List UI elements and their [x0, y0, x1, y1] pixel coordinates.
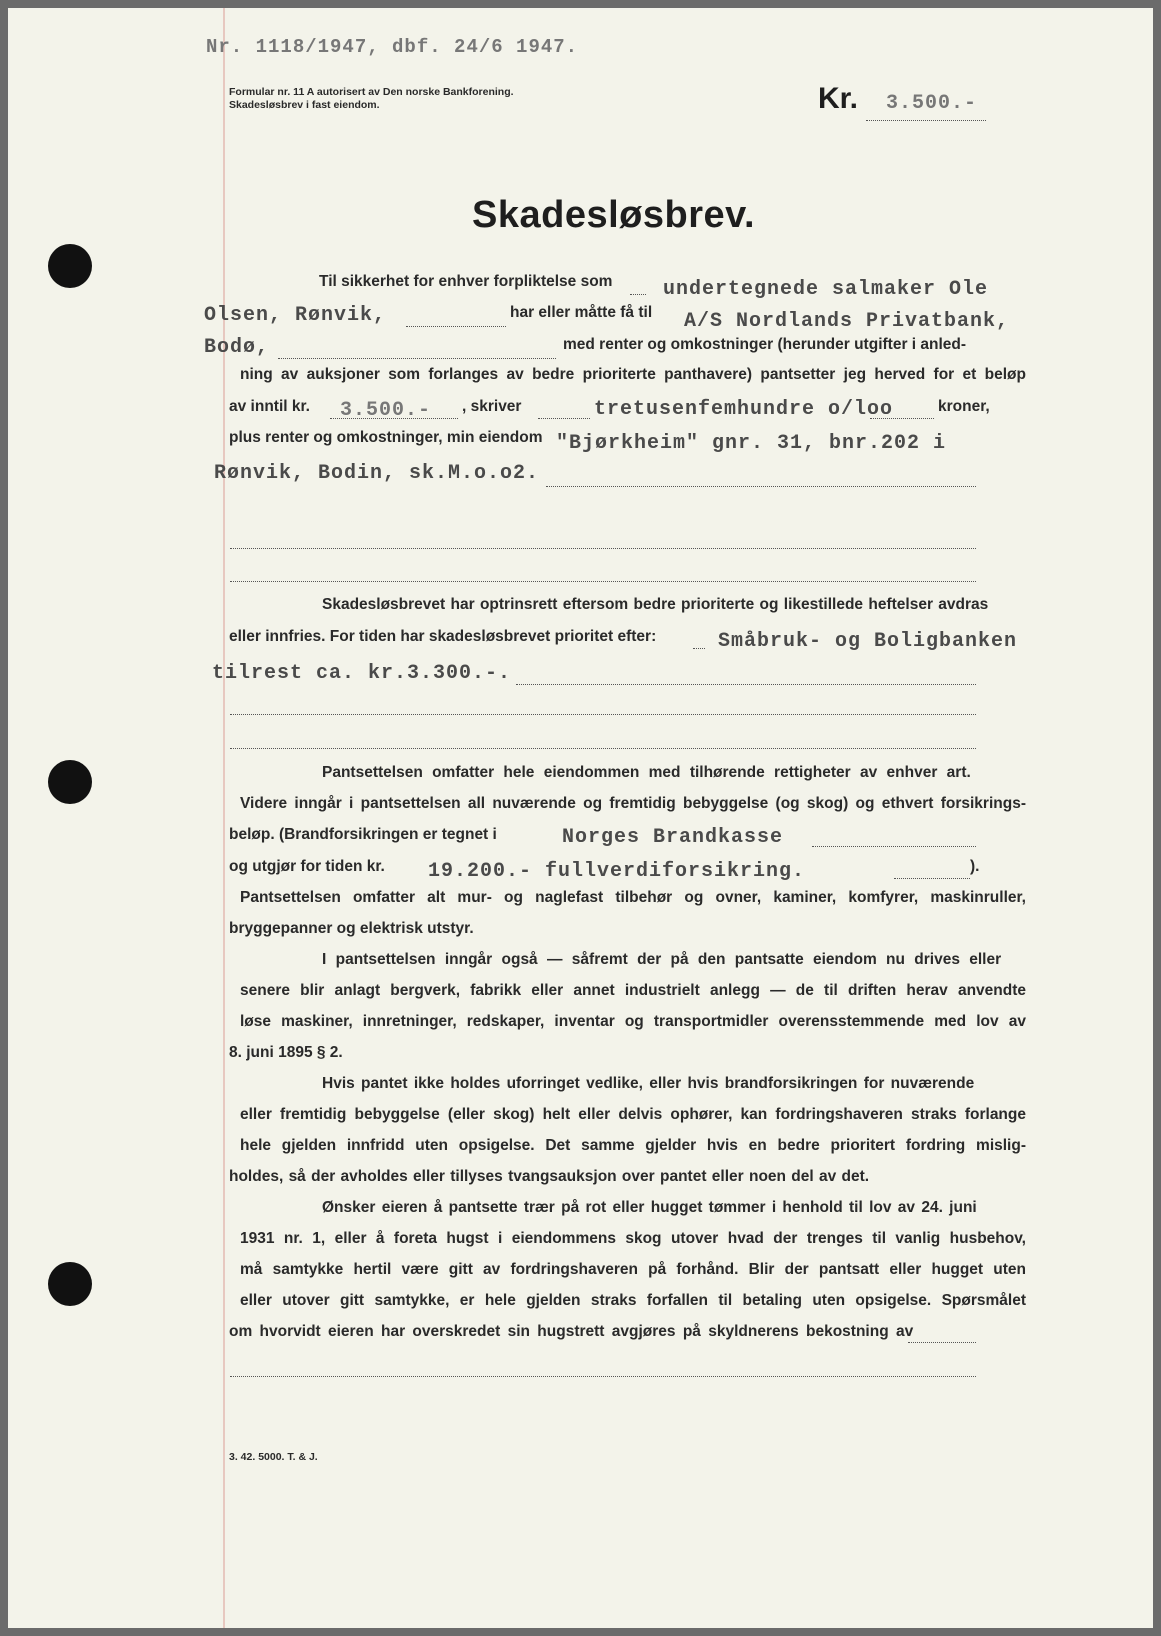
- pledge-amount: 3.500.-: [340, 399, 432, 422]
- property-description-2: Rønvik, Bodin, sk.M.o.o2.: [214, 462, 540, 485]
- industry-text-2: senere blir anlagt bergverk, fabrikk eller annet industrielt anlegg — de til driften herav anvendte: [240, 982, 1026, 999]
- priority-prefix: eller innfries. For tiden har skadesløsbrevet prioritet efter:: [229, 628, 657, 645]
- scope-text-2: Videre inngår i pantsettelsen all nuværende og fremtidig bebyggelse (og skog) og ethvert forsikrings-: [240, 795, 1026, 812]
- formular-line-1: Formular nr. 11 A autorisert av Den norske Bankforening.: [229, 86, 514, 98]
- industry-text-4: 8. juni 1895 § 2.: [229, 1044, 343, 1061]
- timber-text-3: må samtykke hertil være gitt av fordringshaveren på forhånd. Blir der pantsatt eller hugget uten: [240, 1261, 1026, 1278]
- fixtures-text-2: bryggepanner og elektrisk utstyr.: [229, 920, 474, 937]
- kr-amount: 3.500.-: [886, 92, 978, 115]
- creditor-name-1: A/S Nordlands Privatbank,: [684, 310, 1010, 333]
- timber-text-4: eller utover gitt samtykke, er hele gjelden straks forfallen til betaling uten opsigelse. Spørsmålet: [240, 1292, 1026, 1309]
- insurance-prefix: beløp. (Brandforsikringen er tegnet i: [229, 826, 497, 843]
- insurer-name: Norges Brandkasse: [562, 826, 784, 849]
- printer-code: 3. 42. 5000. T. & J.: [229, 1451, 318, 1463]
- creditor-name-2: Bodø,: [204, 336, 270, 359]
- industry-text-3: løse maskiner, innretninger, redskaper, inventar og transportmidler overensstemmende med lov av: [240, 1013, 1026, 1030]
- industry-text: I pantsettelsen inngår også — såfremt der på den pantsatte eiendom nu drives eller: [322, 951, 1002, 968]
- insurance-amount-prefix: og utgjør for tiden kr.: [229, 858, 385, 875]
- debtor-name-1: undertegnede salmaker Ole: [663, 278, 989, 301]
- punch-hole: [48, 760, 92, 804]
- maintenance-text-4: holdes, så der avholdes eller tillyses tvangsauksjon over pantet eller noen del av det.: [229, 1168, 870, 1185]
- property-description-1: "Bjørkheim" gnr. 31, bnr.202 i: [556, 432, 947, 455]
- av-inntil-text: av inntil kr.: [229, 398, 310, 415]
- kr-label: Kr.: [818, 82, 859, 115]
- page-title: Skadesløsbrev.: [472, 194, 756, 236]
- fixtures-text: Pantsettelsen omfatter alt mur- og naglefast tilbehør og ovner, kaminer, komfyrer, maskinruller,: [240, 889, 1026, 906]
- formular-line-2: Skadesløsbrev i fast eiendom.: [229, 99, 380, 111]
- maintenance-text: Hvis pantet ikke holdes uforringet vedlike, eller hvis brandforsikringen for nuværende: [322, 1075, 975, 1092]
- insurance-suffix: ).: [970, 858, 980, 875]
- amount-in-words: tretusenfemhundre o/loo: [594, 398, 894, 421]
- timber-text-2: 1931 nr. 1, eller å foreta hugst i eiendommens skog utover hvad der trenges til vanlig husbehov,: [240, 1230, 1026, 1247]
- maintenance-text-3: hele gjelden innfridd uten opsigelse. Det samme gjelder hvis en bedre prioritert fordring mislig-: [240, 1137, 1026, 1154]
- prior-creditor: Småbruk- og Boligbanken: [718, 630, 1018, 653]
- plus-renter-text: plus renter og omkostninger, min eiendom: [229, 429, 543, 446]
- pledge-text: ning av auksjoner som forlanges av bedre prioriterte panthavere) pantsetter jeg herved for et beløp: [240, 366, 1026, 383]
- timber-text: Ønsker eieren å pantsette trær på rot eller hugget tømmer i henhold til lov av 24. juni: [322, 1199, 977, 1216]
- margin-line: [223, 8, 225, 1628]
- document-page: [8, 8, 1153, 1628]
- insurance-amount: 19.200.- fullverdiforsikring.: [428, 860, 806, 883]
- har-eller-text: har eller måtte få til: [510, 304, 653, 321]
- timber-text-5: om hvorvidt eieren har overskredet sin hugstrett avgjøres på skyldnerens bekostning av: [229, 1323, 914, 1340]
- prior-claim: tilrest ca. kr.3.300.-.: [212, 662, 512, 685]
- kroner-text: kroner,: [938, 398, 990, 415]
- intro-text: Til sikkerhet for enhver forpliktelse som: [319, 273, 613, 290]
- registration-number: Nr. 1118/1947, dbf. 24/6 1947.: [206, 36, 579, 58]
- punch-hole: [48, 244, 92, 288]
- skriver-text: , skriver: [462, 398, 522, 415]
- debtor-name-2: Olsen, Rønvik,: [204, 304, 387, 327]
- maintenance-text-2: eller fremtidig bebyggelse (eller skog) helt eller delvis ophører, kan fordringshaveren straks forlange: [240, 1106, 1026, 1123]
- med-renter-text: med renter og omkostninger (herunder utgifter i anled-: [563, 336, 967, 353]
- punch-hole: [48, 1262, 92, 1306]
- scope-text: Pantsettelsen omfatter hele eiendommen med tilhørende rettigheter av enhver art.: [322, 764, 971, 781]
- priority-text: Skadesløsbrevet har optrinsrett eftersom bedre prioriterte og likestillede heftelser avdras: [322, 596, 989, 613]
